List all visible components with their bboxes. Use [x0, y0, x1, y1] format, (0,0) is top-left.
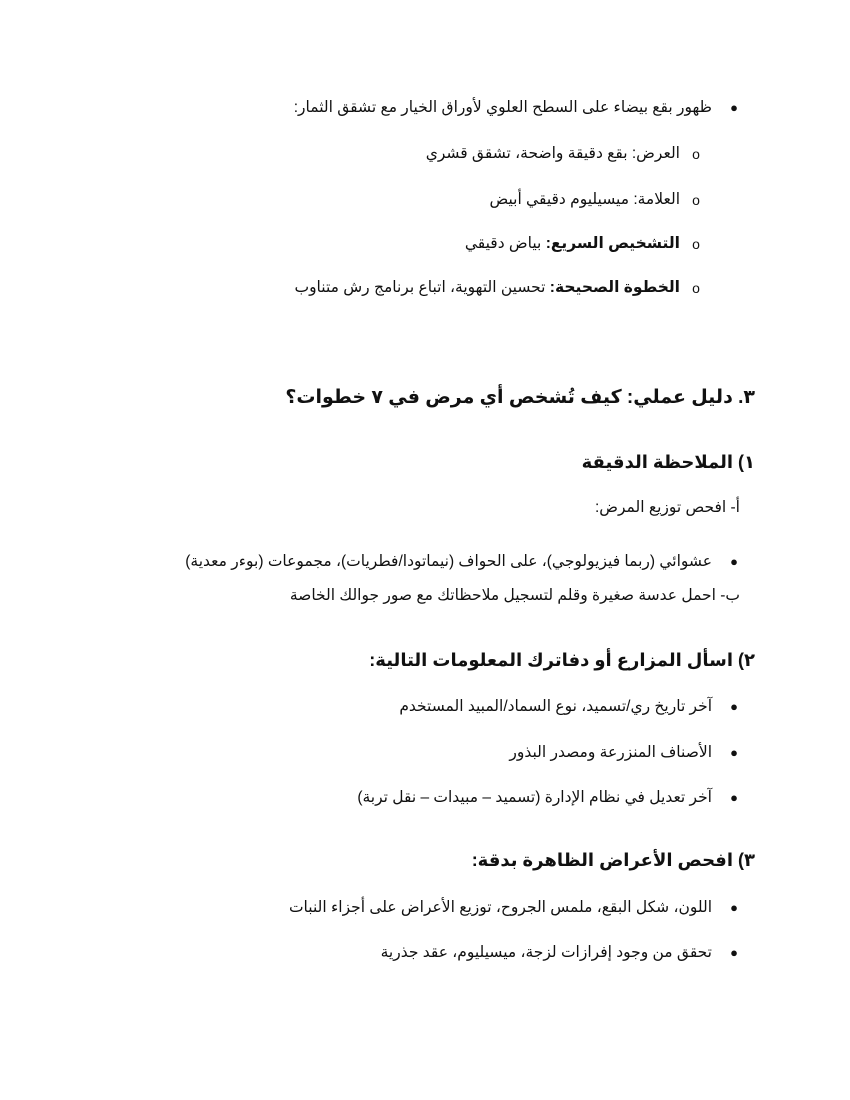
list-item-text: اللون، شكل البقع، ملمس الجروح، توزيع الأعراض على أجزاء النبات	[288, 899, 712, 916]
bullet-marker: ●	[730, 745, 738, 760]
bullet-marker: ●	[730, 554, 738, 569]
label-value: تحسين التهوية، اتباع برنامج رش متناوب	[294, 279, 550, 296]
bold-label: الخطوة الصحيحة:	[549, 279, 680, 296]
sub-list-item-text	[294, 277, 680, 299]
bullet-marker: ●	[730, 790, 738, 805]
label-value: بياض دقيقي	[464, 235, 546, 252]
sub-list-item-text	[465, 233, 680, 255]
bullet-marker: ●	[730, 699, 738, 714]
bullet-marker: ●	[730, 945, 738, 960]
circle-marker: o	[692, 280, 700, 296]
step-heading: ٢) اسأل المزارع أو دفاترك المعلومات التالية:	[369, 650, 755, 670]
circle-marker: o	[692, 192, 700, 208]
bold-label: التشخيص السريع:	[545, 235, 680, 252]
section-heading: ٣. دليل عملي: كيف تُشخص أي مرض في ٧ خطوات؟	[285, 387, 755, 408]
paragraph-text: ب- احمل عدسة صغيرة وقلم لتسجيل ملاحظاتك مع صور جوالك الخاصة	[289, 587, 740, 604]
list-item-text: ظهور بقع بيضاء على السطح العلوي لأوراق الخيار مع تشقق الثمار:	[293, 99, 712, 116]
sub-list-item-text: العرض: بقع دقيقة واضحة، تشقق قشري	[425, 145, 680, 162]
list-item-text: آخر تعديل في نظام الإدارة (تسميد – مبيدات – نقل تربة)	[357, 789, 712, 806]
list-item-text: آخر تاريخ ري/تسميد، نوع السماد/المبيد المستخدم	[399, 698, 712, 715]
bullet-marker: ●	[730, 900, 738, 915]
circle-marker: o	[692, 236, 700, 252]
list-item-text: الأصناف المنزرعة ومصدر البذور	[509, 744, 712, 761]
step-heading: ٣) افحص الأعراض الظاهرة بدقة:	[471, 850, 755, 870]
list-item-text: عشوائي (ربما فيزيولوجي)، على الحواف (نيماتودا/فطريات)، مجموعات (بوءر معدية)	[185, 553, 712, 570]
paragraph-text: أ- افحص توزيع المرض:	[594, 499, 740, 516]
circle-marker: o	[692, 146, 700, 162]
sub-list-item-text: العلامة: ميسيليوم دقيقي أبيض	[489, 191, 680, 208]
list-item-text: تحقق من وجود إفرازات لزجة، ميسيليوم، عقد جذرية	[380, 944, 712, 961]
step-heading: ١) الملاحظة الدقيقة	[581, 452, 755, 472]
bullet-marker: ●	[730, 100, 738, 115]
